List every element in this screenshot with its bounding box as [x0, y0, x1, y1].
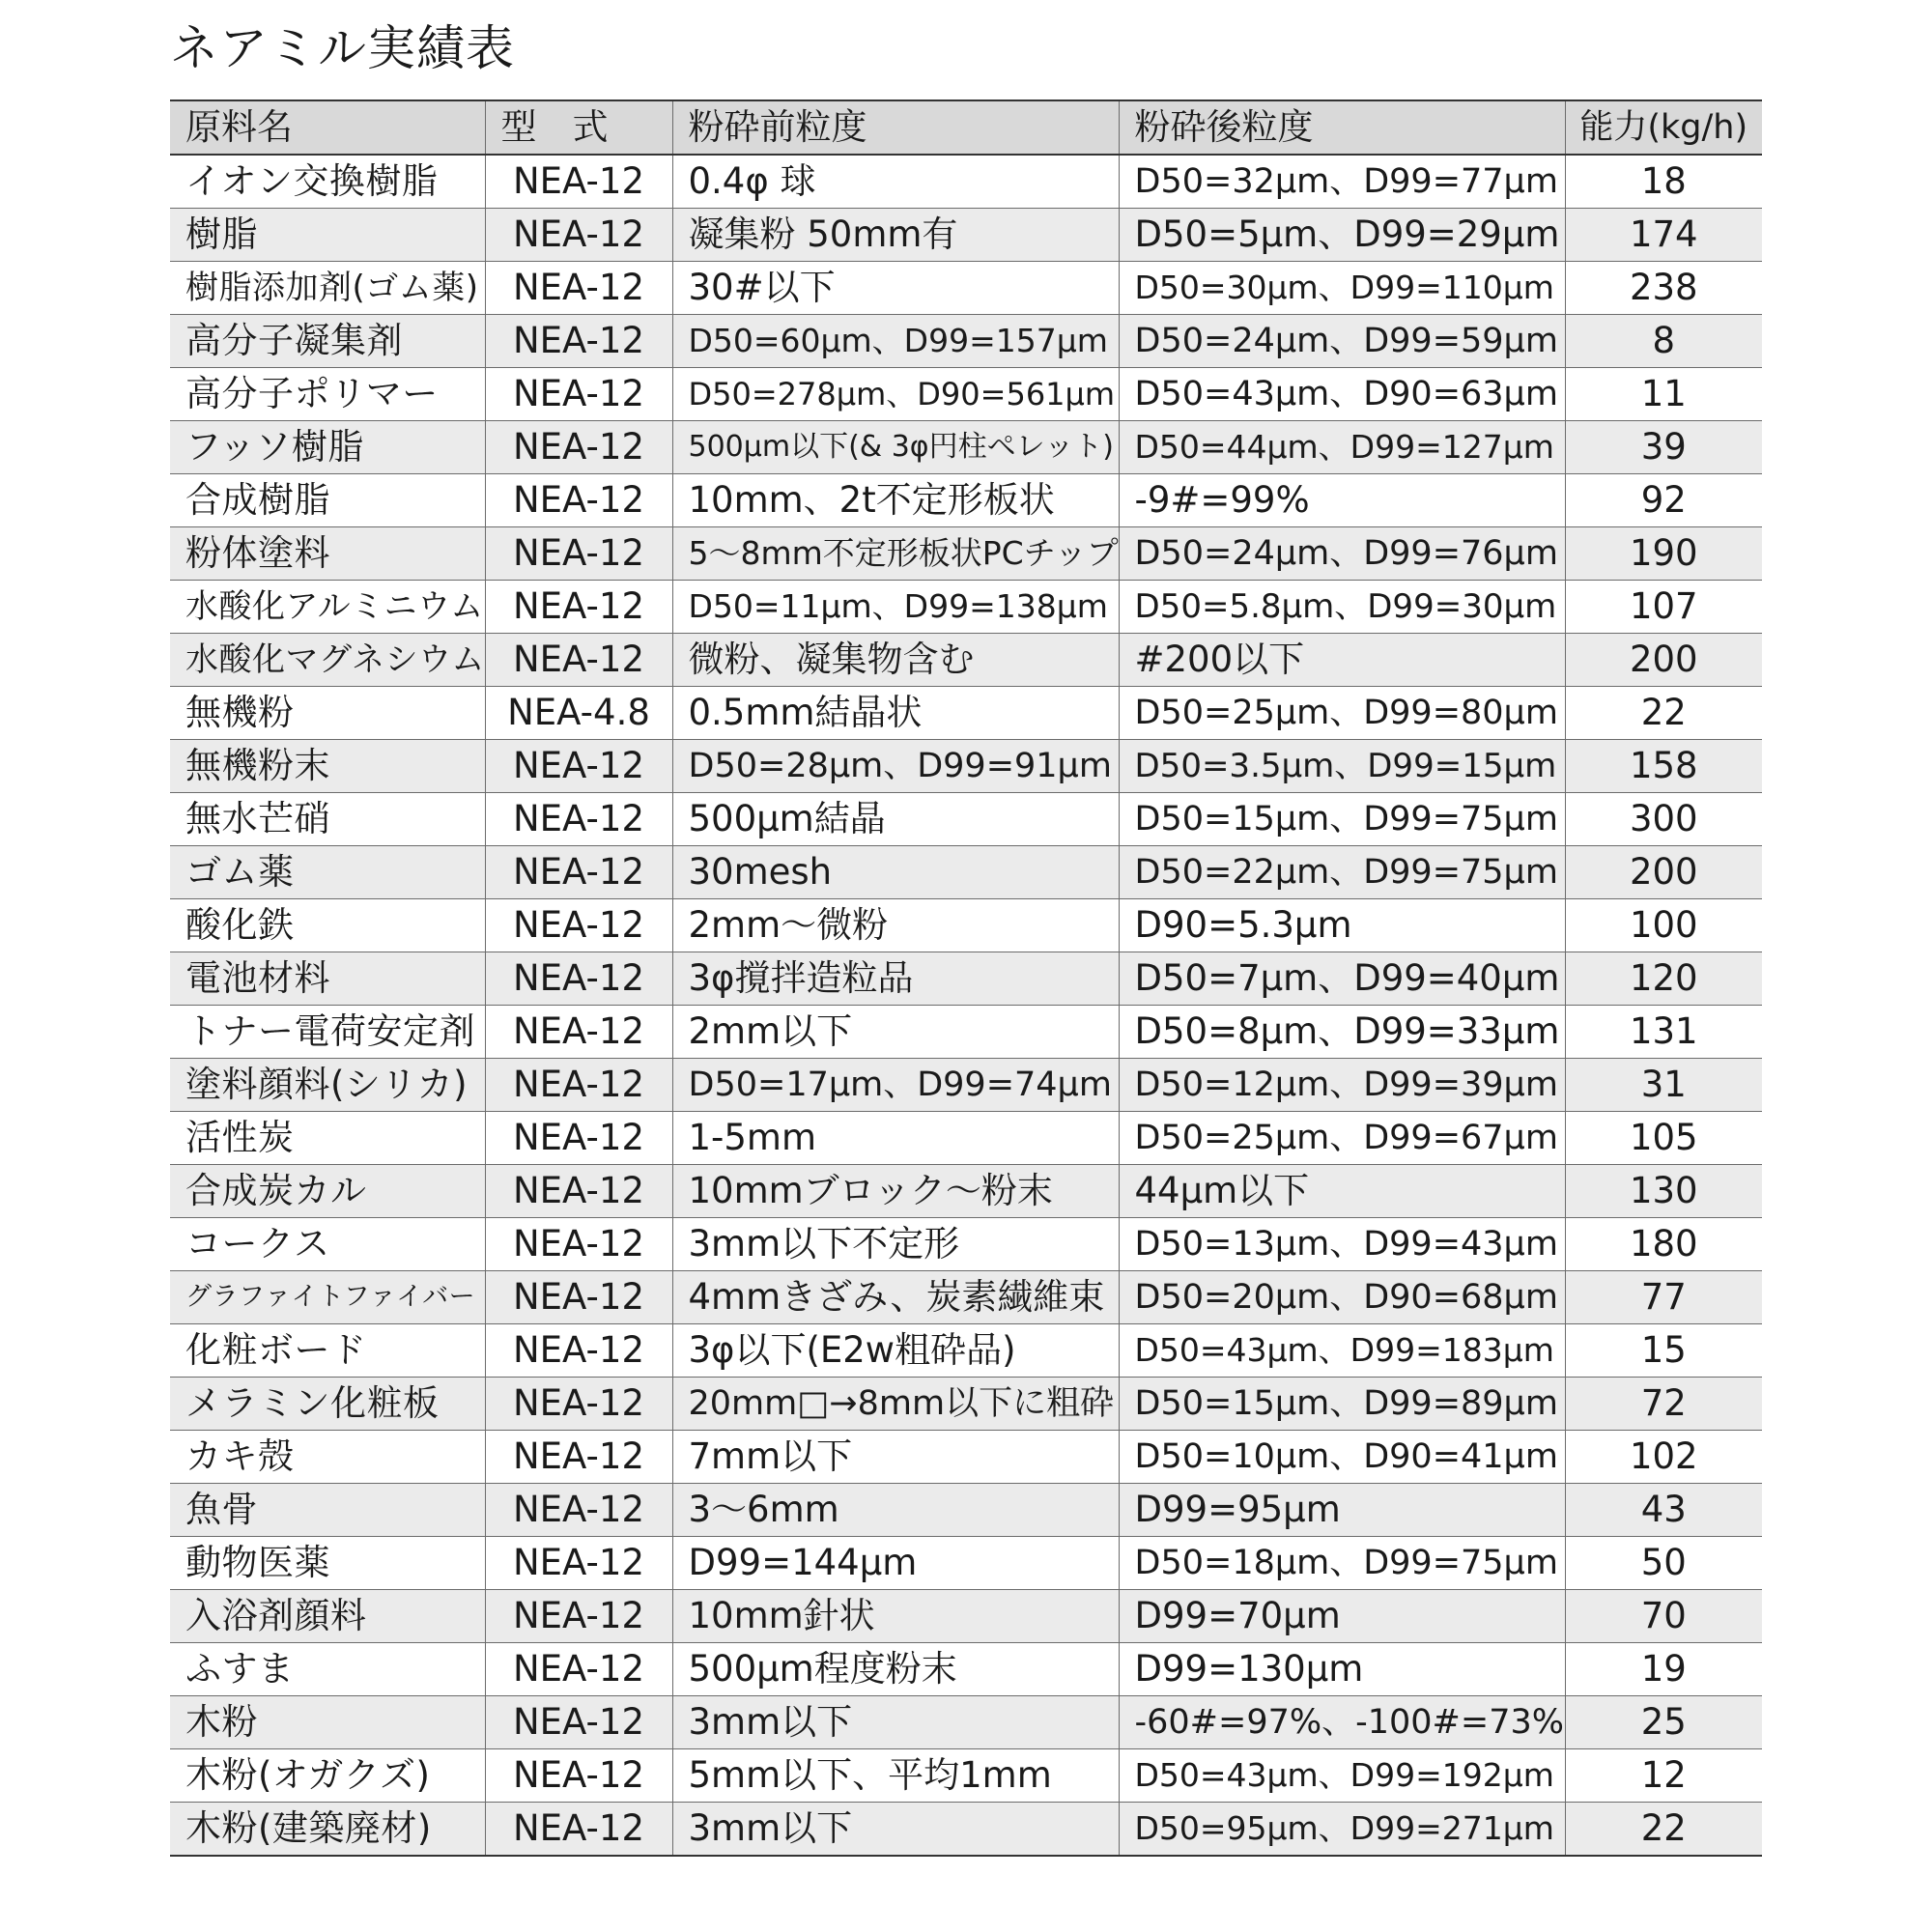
- cell-material: 化粧ボード: [170, 1324, 485, 1378]
- cell-model: NEA-12: [485, 1218, 672, 1271]
- cell-capacity: 158: [1565, 740, 1762, 793]
- table-row: [170, 846, 1762, 899]
- cell-material: 入浴剤顔料: [170, 1590, 485, 1643]
- cell-before-size: 10mm針状: [672, 1590, 1119, 1643]
- cell-before-size: 3φ以下(E2w粗砕品): [672, 1324, 1119, 1378]
- table-row: [170, 1271, 1762, 1324]
- table-row: [170, 1378, 1762, 1431]
- table-row: [170, 527, 1762, 581]
- cell-model: NEA-12: [485, 315, 672, 368]
- cell-material: メラミン化粧板: [170, 1378, 485, 1431]
- cell-model: NEA-12: [485, 1059, 672, 1112]
- cell-model: NEA-12: [485, 634, 672, 687]
- table-row: [170, 155, 1762, 209]
- cell-material: 木粉: [170, 1696, 485, 1749]
- cell-material: 活性炭: [170, 1112, 485, 1165]
- cell-after-size: D50=8μm、D99=33μm: [1119, 1006, 1565, 1059]
- cell-model: NEA-12: [485, 952, 672, 1006]
- cell-material: 無水芒硝: [170, 793, 485, 846]
- table-row: [170, 1218, 1762, 1271]
- cell-before-size: 5～8mm不定形板状PCチップ: [672, 527, 1119, 581]
- cell-material: 樹脂: [170, 209, 485, 262]
- table-row: [170, 1112, 1762, 1165]
- cell-before-size: 500μm以下(& 3φ円柱ペレット): [672, 421, 1119, 474]
- table-row: [170, 1803, 1762, 1857]
- cell-model: NEA-12: [485, 1537, 672, 1590]
- table-row: [170, 793, 1762, 846]
- table-header: [170, 100, 1762, 155]
- cell-material: 塗料顔料(シリカ): [170, 1059, 485, 1112]
- table-row: [170, 687, 1762, 740]
- cell-model: NEA-12: [485, 209, 672, 262]
- cell-model: NEA-12: [485, 1006, 672, 1059]
- cell-model: NEA-12: [485, 421, 672, 474]
- table-row: [170, 474, 1762, 527]
- table-row: [170, 634, 1762, 687]
- cell-after-size: -60#=97%、-100#=73%: [1119, 1696, 1565, 1749]
- cell-material: 木粉(建築廃材): [170, 1803, 485, 1857]
- cell-model: NEA-12: [485, 1165, 672, 1218]
- cell-capacity: 200: [1565, 634, 1762, 687]
- cell-before-size: 20mm□→8mm以下に粗砕: [672, 1378, 1119, 1431]
- cell-before-size: 30#以下: [672, 262, 1119, 315]
- table-row: [170, 1749, 1762, 1803]
- cell-model: NEA-12: [485, 262, 672, 315]
- cell-after-size: D99=130μm: [1119, 1643, 1565, 1696]
- cell-model: NEA-12: [485, 1749, 672, 1803]
- cell-before-size: D50=17μm、D99=74μm: [672, 1059, 1119, 1112]
- cell-material: イオン交換樹脂: [170, 155, 485, 209]
- cell-after-size: D50=24μm、D99=76μm: [1119, 527, 1565, 581]
- cell-after-size: D50=25μm、D99=67μm: [1119, 1112, 1565, 1165]
- cell-capacity: 200: [1565, 846, 1762, 899]
- cell-material: 樹脂添加剤(ゴム薬): [170, 262, 485, 315]
- cell-after-size: D50=43μm、D99=192μm: [1119, 1749, 1565, 1803]
- cell-material: ふすま: [170, 1643, 485, 1696]
- cell-model: NEA-12: [485, 1484, 672, 1537]
- cell-after-size: 44μm以下: [1119, 1165, 1565, 1218]
- cell-after-size: D50=15μm、D99=75μm: [1119, 793, 1565, 846]
- cell-after-size: D50=15μm、D99=89μm: [1119, 1378, 1565, 1431]
- cell-material: グラファイトファイバー: [170, 1271, 485, 1324]
- cell-material: カキ殻: [170, 1431, 485, 1484]
- cell-material: 合成炭カル: [170, 1165, 485, 1218]
- cell-model: NEA-12: [485, 527, 672, 581]
- cell-capacity: 18: [1565, 155, 1762, 209]
- cell-capacity: 180: [1565, 1218, 1762, 1271]
- cell-model: NEA-12: [485, 155, 672, 209]
- cell-material: 無機粉末: [170, 740, 485, 793]
- table-row: [170, 368, 1762, 421]
- cell-material: フッソ樹脂: [170, 421, 485, 474]
- cell-after-size: D50=24μm、D99=59μm: [1119, 315, 1565, 368]
- cell-capacity: 50: [1565, 1537, 1762, 1590]
- cell-after-size: D50=12μm、D99=39μm: [1119, 1059, 1565, 1112]
- cell-capacity: 39: [1565, 421, 1762, 474]
- cell-after-size: D99=70μm: [1119, 1590, 1565, 1643]
- cell-capacity: 105: [1565, 1112, 1762, 1165]
- cell-model: NEA-12: [485, 1112, 672, 1165]
- cell-material: 酸化鉄: [170, 899, 485, 952]
- cell-before-size: 4mmきざみ、炭素繊維束: [672, 1271, 1119, 1324]
- cell-model: NEA-12: [485, 793, 672, 846]
- cell-before-size: 3mm以下不定形: [672, 1218, 1119, 1271]
- cell-capacity: 100: [1565, 899, 1762, 952]
- cell-before-size: 0.4φ 球: [672, 155, 1119, 209]
- table-row: [170, 1059, 1762, 1112]
- cell-material: コークス: [170, 1218, 485, 1271]
- cell-model: NEA-12: [485, 1696, 672, 1749]
- cell-capacity: 19: [1565, 1643, 1762, 1696]
- cell-model: NEA-12: [485, 368, 672, 421]
- cell-before-size: 7mm以下: [672, 1431, 1119, 1484]
- cell-capacity: 22: [1565, 687, 1762, 740]
- cell-capacity: 77: [1565, 1271, 1762, 1324]
- cell-before-size: D50=278μm、D90=561μm: [672, 368, 1119, 421]
- cell-before-size: 0.5mm結晶状: [672, 687, 1119, 740]
- cell-capacity: 92: [1565, 474, 1762, 527]
- cell-capacity: 12: [1565, 1749, 1762, 1803]
- cell-after-size: D50=22μm、D99=75μm: [1119, 846, 1565, 899]
- cell-capacity: 174: [1565, 209, 1762, 262]
- cell-material: 電池材料: [170, 952, 485, 1006]
- table-body: [170, 155, 1762, 1856]
- table-row: [170, 1537, 1762, 1590]
- header-row: [170, 100, 1762, 155]
- header-before-size: 粉砕前粒度: [672, 100, 1119, 155]
- cell-material: トナー電荷安定剤: [170, 1006, 485, 1059]
- cell-before-size: 3φ撹拌造粒品: [672, 952, 1119, 1006]
- cell-material: 粉体塗料: [170, 527, 485, 581]
- cell-before-size: 500μm程度粉末: [672, 1643, 1119, 1696]
- cell-capacity: 8: [1565, 315, 1762, 368]
- cell-before-size: D50=11μm、D99=138μm: [672, 581, 1119, 634]
- cell-capacity: 15: [1565, 1324, 1762, 1378]
- cell-after-size: D50=32μm、D99=77μm: [1119, 155, 1565, 209]
- table-row: [170, 1431, 1762, 1484]
- cell-before-size: 30mesh: [672, 846, 1119, 899]
- cell-model: NEA-12: [485, 899, 672, 952]
- cell-after-size: -9#=99%: [1119, 474, 1565, 527]
- table-row: [170, 952, 1762, 1006]
- cell-capacity: 22: [1565, 1803, 1762, 1857]
- cell-model: NEA-12: [485, 1324, 672, 1378]
- cell-before-size: 5mm以下、平均1mm: [672, 1749, 1119, 1803]
- cell-capacity: 130: [1565, 1165, 1762, 1218]
- cell-material: 高分子凝集剤: [170, 315, 485, 368]
- cell-before-size: 3～6mm: [672, 1484, 1119, 1537]
- cell-model: NEA-12: [485, 846, 672, 899]
- cell-before-size: 3mm以下: [672, 1696, 1119, 1749]
- cell-after-size: D50=44μm、D99=127μm: [1119, 421, 1565, 474]
- table-row: [170, 1484, 1762, 1537]
- table-row: [170, 581, 1762, 634]
- cell-before-size: 凝集粉 50mm有: [672, 209, 1119, 262]
- cell-material: 木粉(オガクズ): [170, 1749, 485, 1803]
- cell-capacity: 102: [1565, 1431, 1762, 1484]
- cell-after-size: D50=10μm、D90=41μm: [1119, 1431, 1565, 1484]
- cell-material: ゴム薬: [170, 846, 485, 899]
- cell-model: NEA-12: [485, 581, 672, 634]
- cell-after-size: D50=43μm、D99=183μm: [1119, 1324, 1565, 1378]
- table-row: [170, 262, 1762, 315]
- cell-after-size: D50=5μm、D99=29μm: [1119, 209, 1565, 262]
- cell-model: NEA-12: [485, 1271, 672, 1324]
- cell-capacity: 72: [1565, 1378, 1762, 1431]
- table-row: [170, 1696, 1762, 1749]
- cell-capacity: 70: [1565, 1590, 1762, 1643]
- cell-material: 高分子ポリマー: [170, 368, 485, 421]
- table-row: [170, 1165, 1762, 1218]
- cell-before-size: 500μm結晶: [672, 793, 1119, 846]
- page-title: ネアミル実績表: [170, 20, 515, 76]
- table-row: [170, 740, 1762, 793]
- cell-after-size: D50=5.8μm、D99=30μm: [1119, 581, 1565, 634]
- cell-before-size: 2mm以下: [672, 1006, 1119, 1059]
- cell-material: 動物医薬: [170, 1537, 485, 1590]
- cell-after-size: D50=7μm、D99=40μm: [1119, 952, 1565, 1006]
- cell-before-size: D99=144μm: [672, 1537, 1119, 1590]
- cell-before-size: 10mmブロック～粉末: [672, 1165, 1119, 1218]
- cell-capacity: 120: [1565, 952, 1762, 1006]
- table-row: [170, 899, 1762, 952]
- cell-material: 水酸化マグネシウム: [170, 634, 485, 687]
- cell-after-size: D50=25μm、D99=80μm: [1119, 687, 1565, 740]
- cell-before-size: 10mm、2t不定形板状: [672, 474, 1119, 527]
- cell-after-size: D90=5.3μm: [1119, 899, 1565, 952]
- cell-model: NEA-12: [485, 1378, 672, 1431]
- cell-model: NEA-4.8: [485, 687, 672, 740]
- cell-capacity: 107: [1565, 581, 1762, 634]
- cell-capacity: 238: [1565, 262, 1762, 315]
- cell-before-size: 3mm以下: [672, 1803, 1119, 1857]
- cell-model: NEA-12: [485, 1431, 672, 1484]
- cell-material: 魚骨: [170, 1484, 485, 1537]
- results-table: [170, 99, 1762, 1857]
- cell-model: NEA-12: [485, 474, 672, 527]
- cell-before-size: D50=28μm、D99=91μm: [672, 740, 1119, 793]
- cell-before-size: 2mm～微粉: [672, 899, 1119, 952]
- cell-model: NEA-12: [485, 1803, 672, 1857]
- cell-model: NEA-12: [485, 1590, 672, 1643]
- cell-before-size: D50=60μm、D99=157μm: [672, 315, 1119, 368]
- cell-capacity: 43: [1565, 1484, 1762, 1537]
- cell-after-size: D50=30μm、D99=110μm: [1119, 262, 1565, 315]
- cell-capacity: 11: [1565, 368, 1762, 421]
- cell-before-size: 1-5mm: [672, 1112, 1119, 1165]
- table-row: [170, 315, 1762, 368]
- cell-after-size: D50=20μm、D90=68μm: [1119, 1271, 1565, 1324]
- table-row: [170, 1006, 1762, 1059]
- cell-capacity: 190: [1565, 527, 1762, 581]
- cell-after-size: D99=95μm: [1119, 1484, 1565, 1537]
- cell-after-size: D50=3.5μm、D99=15μm: [1119, 740, 1565, 793]
- cell-after-size: #200以下: [1119, 634, 1565, 687]
- table-row: [170, 1324, 1762, 1378]
- cell-material: 合成樹脂: [170, 474, 485, 527]
- header-material: 原料名: [170, 100, 485, 155]
- cell-capacity: 31: [1565, 1059, 1762, 1112]
- cell-capacity: 25: [1565, 1696, 1762, 1749]
- table-row: [170, 421, 1762, 474]
- cell-after-size: D50=43μm、D90=63μm: [1119, 368, 1565, 421]
- cell-after-size: D50=95μm、D99=271μm: [1119, 1803, 1565, 1857]
- cell-after-size: D50=18μm、D99=75μm: [1119, 1537, 1565, 1590]
- cell-after-size: D50=13μm、D99=43μm: [1119, 1218, 1565, 1271]
- cell-material: 水酸化アルミニウム: [170, 581, 485, 634]
- table-row: [170, 1643, 1762, 1696]
- cell-capacity: 300: [1565, 793, 1762, 846]
- cell-material: 無機粉: [170, 687, 485, 740]
- cell-model: NEA-12: [485, 740, 672, 793]
- table-row: [170, 1590, 1762, 1643]
- table-row: [170, 209, 1762, 262]
- cell-before-size: 微粉、凝集物含む: [672, 634, 1119, 687]
- header-model: 型 式: [485, 100, 672, 155]
- header-after-size: 粉砕後粒度: [1119, 100, 1565, 155]
- header-capacity: 能力(kg/h): [1565, 100, 1762, 155]
- cell-model: NEA-12: [485, 1643, 672, 1696]
- cell-capacity: 131: [1565, 1006, 1762, 1059]
